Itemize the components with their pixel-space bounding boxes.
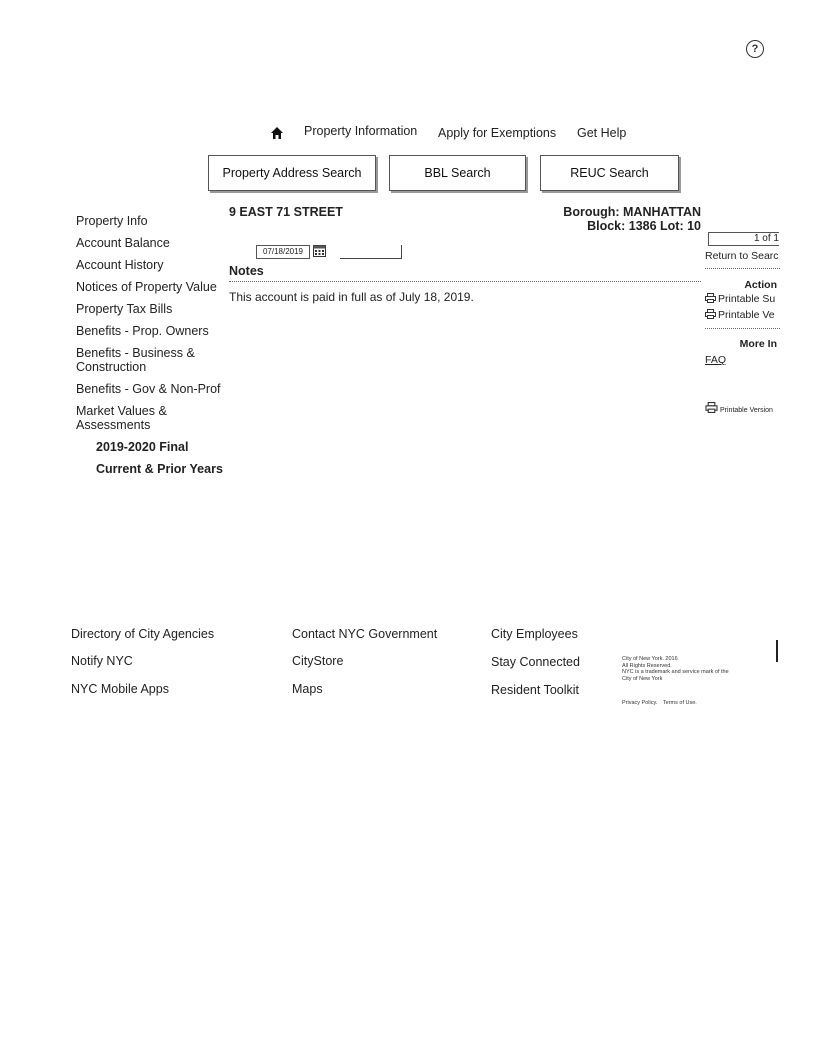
sidebar — [76, 210, 231, 480]
bbl-search-button[interactable]: BBL Search — [389, 155, 526, 191]
notes-heading: Notes — [229, 264, 264, 278]
sidebar-item-2019-2020-final[interactable]: 2019-2020 Final — [96, 440, 189, 454]
date-select-underline[interactable] — [340, 258, 402, 259]
actions-heading: Action — [744, 279, 777, 291]
sidebar-item-benefits-gov-non-prof[interactable]: Benefits - Gov & Non-Prof — [76, 382, 221, 396]
note-text: This account is paid in full as of July 18, 2019. — [229, 290, 474, 304]
sidebar-item-market-values-assessments[interactable]: Market Values & Assessments — [76, 404, 167, 432]
home-icon[interactable] — [270, 126, 284, 140]
sidebar-item-property-info[interactable]: Property Info — [76, 214, 148, 228]
nav-property-information[interactable]: Property Information — [304, 124, 418, 138]
footer-resident-toolkit[interactable]: Resident Toolkit — [491, 683, 580, 697]
privacy-policy-link[interactable]: Privacy Policy. — [622, 700, 658, 706]
property-address-search-button[interactable]: Property Address Search — [208, 155, 376, 191]
return-to-search-link[interactable]: Return to Searc — [705, 250, 779, 262]
copyright-line: All Rights Reserved. — [622, 662, 672, 669]
sidebar-item-benefits-business-construction[interactable]: Benefits - Business & Construction — [76, 346, 195, 374]
sidebar-item-current-prior-years[interactable]: Current & Prior Years — [96, 462, 223, 476]
sidebar-item-account-history[interactable]: Account History — [76, 258, 164, 272]
more-info-heading: More In — [739, 338, 777, 350]
footer-city-employees[interactable]: City Employees — [491, 627, 578, 641]
printer-icon — [705, 309, 716, 319]
property-address: 9 EAST 71 STREET — [229, 205, 343, 219]
right-divider-2 — [705, 328, 780, 329]
footer-stay-connected[interactable]: Stay Connected — [491, 655, 580, 669]
printable-version-link-truncated[interactable] — [705, 309, 775, 321]
nav-apply-for-exemptions[interactable]: Apply for Exemptions — [438, 126, 557, 140]
help-icon[interactable]: ? — [746, 40, 764, 58]
block-lot: Block: 1386 Lot: 10 — [587, 219, 701, 233]
printable-version-label: Printable Version — [720, 407, 773, 414]
sidebar-item-account-balance[interactable]: Account Balance — [76, 236, 170, 250]
printable-version-truncated-label: Printable Ve — [718, 309, 775, 321]
legal-links — [622, 700, 697, 706]
date-select-divider — [401, 245, 402, 258]
footer-notify-nyc[interactable]: Notify NYC — [71, 654, 133, 668]
footer-directory-of-city-agencies[interactable]: Directory of City Agencies — [71, 627, 215, 641]
footer-maps[interactable]: Maps — [292, 682, 323, 696]
printable-summary-link[interactable] — [705, 293, 775, 305]
copyright-line: City of New York — [622, 675, 663, 682]
printable-summary-label: Printable Su — [718, 293, 776, 305]
nav-get-help[interactable]: Get Help — [577, 126, 627, 140]
sidebar-item-property-tax-bills[interactable]: Property Tax Bills — [76, 302, 173, 316]
page-indicator: 1 of 1 — [708, 232, 779, 246]
printable-version-link[interactable] — [705, 402, 773, 414]
terms-of-use-link[interactable]: Terms of Use. — [662, 700, 697, 706]
copyright-line: City of New York. 2016 — [622, 656, 678, 662]
footer-citystore[interactable]: CityStore — [292, 654, 344, 668]
borough: Borough: MANHATTAN — [563, 205, 701, 219]
reuc-search-button[interactable]: REUC Search — [540, 155, 679, 191]
footer-nyc-mobile-apps[interactable]: NYC Mobile Apps — [71, 682, 169, 696]
sidebar-item-notices-of-property-value[interactable]: Notices of Property Value — [76, 280, 217, 294]
date-input[interactable]: 07/18/2019 — [256, 245, 310, 259]
borough-block-lot — [540, 205, 701, 233]
top-nav — [270, 124, 630, 140]
footer-contact-nyc-government[interactable]: Contact NYC Government — [292, 627, 438, 641]
notes-divider — [229, 281, 701, 282]
sidebar-item-benefits-prop-owners[interactable]: Benefits - Prop. Owners — [76, 324, 209, 338]
copyright-notice — [622, 656, 762, 682]
faq-link[interactable]: FAQ — [705, 354, 727, 366]
right-divider — [705, 268, 780, 269]
copyright-line: NYC is a trademark and service mark of the — [622, 669, 729, 675]
printer-icon — [705, 402, 718, 413]
calendar-icon[interactable] — [313, 244, 326, 257]
footer-edge-bar — [776, 640, 778, 662]
printer-icon — [705, 293, 716, 303]
